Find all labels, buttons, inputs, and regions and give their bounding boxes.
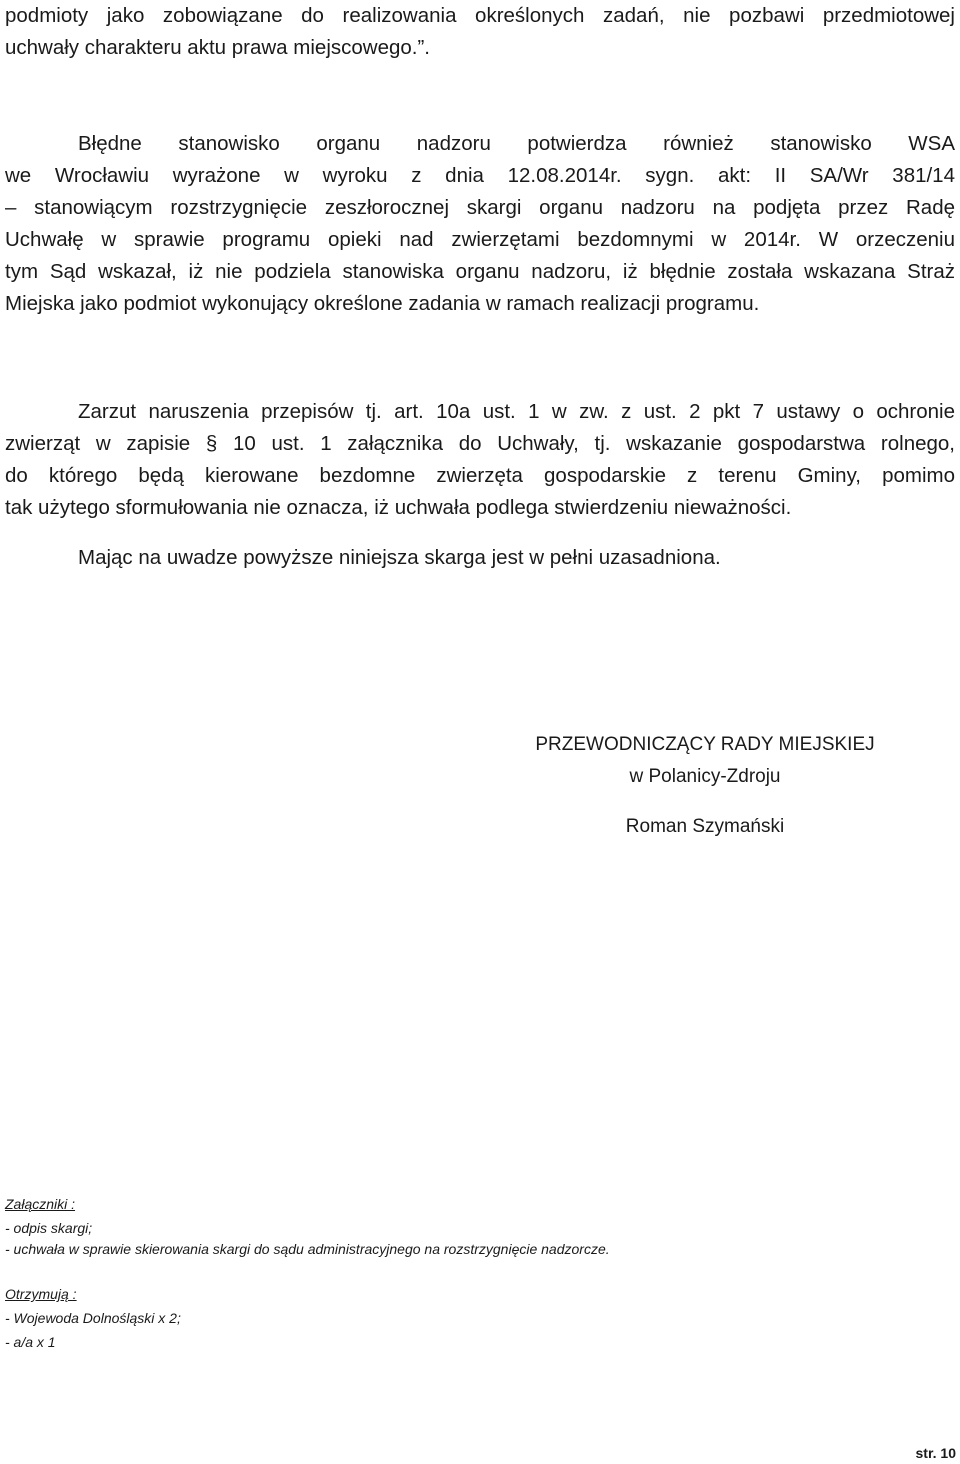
text-line: Mając na uwadze powyższe niniejsza skarga jest w pełni uzasadniona. (78, 546, 721, 569)
attachment-item: - uchwała w sprawie skierowania skargi do sądu administracyjnego na rozstrzygnięcie nadzorcze. (5, 1241, 610, 1257)
signature-title: PRZEWODNICZĄCY RADY MIEJSKIEJ (535, 734, 875, 755)
recipient-item: - Wojewoda Dolnośląski x 2; (5, 1310, 181, 1326)
text-line: uchwały charakteru aktu prawa miejscowego.”. (5, 36, 430, 59)
signature-place: w Polanicy-Zdroju (629, 766, 781, 787)
text-line: Uchwałę w sprawie programu opieki nad zwierzętami bezdomnymi w 2014r. W orzeczeniu (5, 228, 955, 251)
paragraph-allegation (5, 396, 955, 524)
text-line: tym Sąd wskazał, iż nie podziela stanowiska organu nadzoru, iż błędnie została wskazana Straż (5, 260, 955, 283)
page-number: str. 10 (915, 1445, 956, 1461)
text-line: podmioty jako zobowiązane do realizowania określonych zadań, nie pozbawi przedmiotowej (5, 4, 955, 27)
text-line: – stanowiącym rozstrzygnięcie zeszłorocznej skargi organu nadzoru na podjęta przez Radę (5, 196, 955, 219)
paragraph-continuation (5, 0, 955, 64)
recipient-item: - a/a x 1 (5, 1334, 56, 1350)
attachments-heading: Załączniki : (5, 1196, 76, 1212)
text-line: we Wrocławiu wyrażone w wyroku z dnia 12.08.2014r. sygn. akt: II SA/Wr 381/14 (5, 164, 955, 187)
text-line: do którego będą kierowane bezdomne zwierzęta gospodarskie z terenu Gminy, pomimo (5, 464, 955, 487)
attachment-item: - odpis skargi; (5, 1220, 93, 1236)
text-line: zwierząt w zapisie § 10 ust. 1 załącznika do Uchwały, tj. wskazanie gospodarstwa rolnego, (5, 432, 955, 455)
text-line: tak użytego sformułowania nie oznacza, iż uchwała podlega stwierdzeniu nieważności. (5, 496, 792, 519)
paragraph-conclusion (5, 542, 955, 574)
paragraph-wsa-ruling (5, 128, 955, 320)
text-line: Miejska jako podmiot wykonujący określone zadania w ramach realizacji programu. (5, 292, 760, 315)
signature-name: Roman Szymański (625, 816, 785, 837)
recipients-heading: Otrzymują : (5, 1286, 77, 1302)
text-line: Błędne stanowisko organu nadzoru potwierdza również stanowisko WSA (78, 132, 955, 155)
text-line: Zarzut naruszenia przepisów tj. art. 10a ust. 1 w zw. z ust. 2 pkt 7 ustawy o ochronie (78, 400, 955, 423)
